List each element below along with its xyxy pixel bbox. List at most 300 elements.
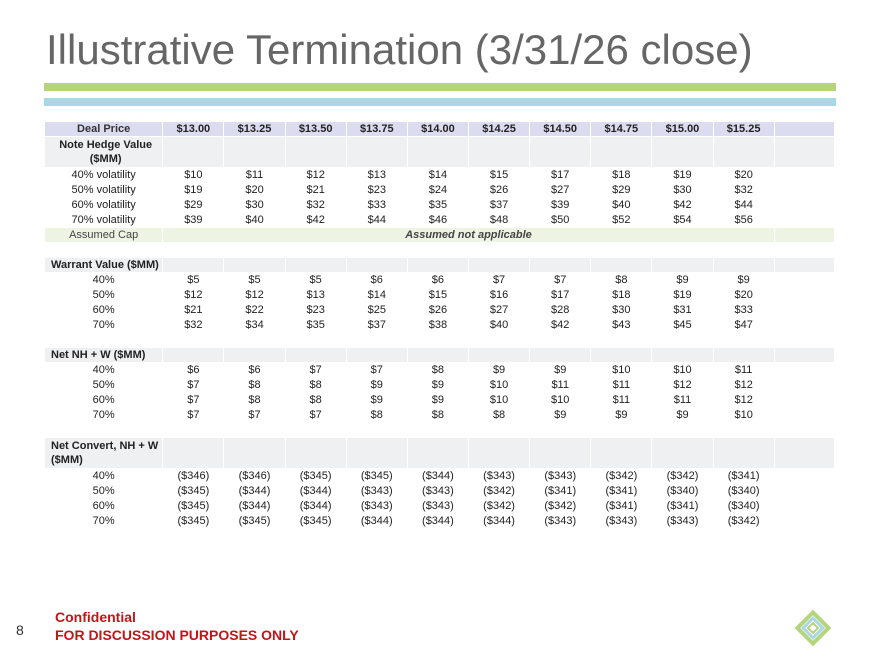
empty-cell <box>347 438 407 468</box>
value-cell: $11 <box>673 394 692 406</box>
empty-cell <box>163 137 223 167</box>
value-cell: $34 <box>245 319 264 331</box>
value-cell: $20 <box>734 169 753 181</box>
value-cell: $29 <box>184 199 203 211</box>
empty-cell <box>408 438 468 468</box>
value-cell: $47 <box>734 319 753 331</box>
value-cell: $56 <box>734 214 753 226</box>
assumed-cap-label: Assumed Cap <box>45 228 162 242</box>
value-cell: ($343) <box>605 515 638 527</box>
row-label: 70% <box>92 409 115 421</box>
data-row-net_nhw <box>45 378 834 392</box>
data-row-net_nhw <box>45 363 834 377</box>
value-cell: $30 <box>673 184 692 196</box>
row-label: 60% <box>92 394 115 406</box>
deal-price-cell: $14.75 <box>591 122 651 136</box>
empty-cell <box>530 258 590 272</box>
value-cell: $48 <box>489 214 509 226</box>
value-cell: $13 <box>367 169 386 181</box>
assumed-cap-row <box>45 228 834 242</box>
empty-cell <box>775 198 834 212</box>
value-cell: $7 <box>554 274 567 286</box>
deal-price-cell: $13.25 <box>224 122 284 136</box>
value-cell: $9 <box>737 274 750 286</box>
value-cell: ($341) <box>605 485 638 497</box>
value-cell: ($344) <box>422 515 454 527</box>
value-cell: $11 <box>612 394 631 406</box>
value-cell: $12 <box>734 394 753 406</box>
empty-cell <box>408 333 468 347</box>
value-cell: $9 <box>431 379 445 391</box>
deal-price-cell: $15.00 <box>652 122 712 136</box>
value-cell: $6 <box>187 364 200 376</box>
value-cell: $54 <box>673 214 692 226</box>
section-row-net_nhw <box>45 348 834 362</box>
data-row-warrant <box>45 318 834 332</box>
empty-cell <box>347 243 407 257</box>
empty-cell <box>775 213 834 227</box>
row-label: 40% volatility <box>71 169 136 181</box>
value-cell: ($345) <box>238 515 271 527</box>
empty-cell <box>347 423 407 437</box>
empty-cell <box>775 303 834 317</box>
value-cell: ($342) <box>605 470 638 482</box>
section-row-net_convert <box>45 438 834 468</box>
value-cell: ($341) <box>605 500 638 512</box>
value-cell: $10 <box>612 364 631 376</box>
empty-cell <box>652 258 712 272</box>
value-cell: $8 <box>492 409 506 421</box>
empty-cell <box>408 348 468 362</box>
value-cell: $9 <box>370 394 383 406</box>
empty-cell <box>652 348 712 362</box>
empty-cell <box>347 137 407 167</box>
value-cell: ($343) <box>422 485 454 497</box>
value-cell: ($345) <box>177 485 210 497</box>
value-cell: ($345) <box>177 515 210 527</box>
empty-cell <box>286 137 346 167</box>
row-label: 70% <box>92 319 115 331</box>
value-cell: $15 <box>428 289 448 301</box>
empty-cell <box>163 348 223 362</box>
value-cell: $10 <box>551 394 570 406</box>
value-cell: ($344) <box>422 470 454 482</box>
data-row-warrant <box>45 288 834 302</box>
value-cell: $39 <box>551 199 570 211</box>
value-cell: $7 <box>187 394 200 406</box>
value-cell: $30 <box>245 199 264 211</box>
value-cell: $31 <box>673 304 692 316</box>
value-cell: $12 <box>306 169 325 181</box>
row-label: 50% volatility <box>71 184 136 196</box>
empty-cell <box>775 423 834 437</box>
empty-cell <box>775 228 834 242</box>
empty-cell <box>408 423 468 437</box>
value-cell: $14 <box>428 169 448 181</box>
value-cell: $7 <box>187 379 200 391</box>
discussion-label: FOR DISCUSSION PURPOSES ONLY <box>55 627 299 643</box>
value-cell: $8 <box>309 394 322 406</box>
assumed-cap-value: Assumed not applicable <box>163 228 773 242</box>
value-cell: $8 <box>309 379 322 391</box>
value-cell: ($343) <box>360 500 393 512</box>
value-cell: $8 <box>431 364 445 376</box>
row-label: 50% <box>92 379 115 391</box>
empty-cell <box>775 378 834 392</box>
value-cell: $9 <box>676 274 689 286</box>
value-cell: $35 <box>428 199 448 211</box>
value-cell: $11 <box>734 364 753 376</box>
empty-cell <box>224 243 284 257</box>
value-cell: $22 <box>245 304 264 316</box>
value-cell: $9 <box>554 364 567 376</box>
value-cell: ($342) <box>727 515 760 527</box>
page-number: 8 <box>16 622 24 638</box>
data-row-warrant <box>45 273 834 287</box>
row-label: 70% volatility <box>71 214 136 226</box>
value-cell: $5 <box>309 274 322 286</box>
empty-cell <box>775 363 834 377</box>
page-title: Illustrative Termination (3/31/26 close) <box>46 26 753 73</box>
termination-table <box>44 121 835 529</box>
value-cell: $42 <box>551 319 570 331</box>
empty-cell <box>224 333 284 347</box>
empty-cell <box>775 469 834 483</box>
value-cell: ($344) <box>299 485 332 497</box>
value-cell: $45 <box>673 319 692 331</box>
value-cell: $44 <box>734 199 753 211</box>
value-cell: $40 <box>612 199 631 211</box>
empty-cell <box>775 243 834 257</box>
value-cell: $30 <box>612 304 631 316</box>
value-cell: $16 <box>489 289 509 301</box>
empty-cell <box>775 137 834 167</box>
value-cell: $10 <box>489 394 509 406</box>
empty-cell <box>224 423 284 437</box>
empty-cell <box>469 348 529 362</box>
empty-cell <box>652 333 712 347</box>
empty-cell <box>469 258 529 272</box>
value-cell: ($342) <box>483 500 515 512</box>
empty-cell <box>286 438 346 468</box>
value-cell: ($340) <box>666 485 699 497</box>
value-cell: ($344) <box>238 485 271 497</box>
value-cell: $14 <box>367 289 386 301</box>
row-label: 40% <box>92 274 115 286</box>
section-label: Net NH + W ($MM) <box>45 348 162 362</box>
empty-cell <box>591 258 651 272</box>
empty-cell <box>775 318 834 332</box>
value-cell: $28 <box>551 304 570 316</box>
confidential-label: Confidential <box>55 609 136 625</box>
value-cell: $46 <box>428 214 448 226</box>
value-cell: $50 <box>551 214 570 226</box>
row-label: 60% <box>92 304 115 316</box>
value-cell: $5 <box>248 274 261 286</box>
row-label: 70% <box>92 515 115 527</box>
data-row-net_convert <box>45 499 834 513</box>
value-cell: $7 <box>370 364 383 376</box>
empty-cell <box>714 348 774 362</box>
value-cell: $25 <box>367 304 386 316</box>
empty-cell <box>714 137 774 167</box>
empty-cell <box>45 333 162 347</box>
empty-cell <box>163 258 223 272</box>
value-cell: $5 <box>187 274 200 286</box>
empty-cell <box>591 243 651 257</box>
empty-cell <box>530 137 590 167</box>
empty-cell <box>224 348 284 362</box>
deal-price-cell: $14.00 <box>408 122 468 136</box>
value-cell: $9 <box>554 409 567 421</box>
empty-cell <box>530 423 590 437</box>
row-label: 60% volatility <box>71 199 136 211</box>
row-label: 50% <box>92 289 115 301</box>
empty-cell <box>224 137 284 167</box>
empty-cell <box>714 243 774 257</box>
deal-price-cell: $13.75 <box>347 122 407 136</box>
value-cell: ($342) <box>483 485 515 497</box>
title-divider-blue <box>44 98 836 106</box>
value-cell: $12 <box>734 379 753 391</box>
value-cell: $11 <box>612 379 631 391</box>
empty-cell <box>286 258 346 272</box>
empty-cell <box>469 423 529 437</box>
empty-cell <box>714 423 774 437</box>
value-cell: ($344) <box>360 515 393 527</box>
empty-cell <box>714 333 774 347</box>
value-cell: $11 <box>245 169 264 181</box>
value-cell: $37 <box>489 199 509 211</box>
data-row-note_hedge <box>45 183 834 197</box>
empty-cell <box>591 137 651 167</box>
value-cell: $7 <box>309 364 322 376</box>
empty-cell <box>530 348 590 362</box>
value-cell: $33 <box>734 304 753 316</box>
empty-cell <box>530 243 590 257</box>
value-cell: ($344) <box>483 515 515 527</box>
row-label: 40% <box>92 364 115 376</box>
value-cell: $7 <box>309 409 322 421</box>
diamond-logo-icon <box>793 608 833 648</box>
value-cell: $12 <box>245 289 264 301</box>
empty-cell <box>652 438 712 468</box>
data-row-net_convert <box>45 469 834 483</box>
value-cell: $7 <box>492 274 506 286</box>
value-cell: ($343) <box>666 515 699 527</box>
value-cell: $19 <box>673 289 692 301</box>
value-cell: $15 <box>489 169 509 181</box>
empty-cell <box>775 499 834 513</box>
empty-cell <box>714 258 774 272</box>
value-cell: $33 <box>367 199 386 211</box>
value-cell: $38 <box>428 319 448 331</box>
value-cell: $10 <box>489 379 509 391</box>
section-row-note_hedge <box>45 137 834 167</box>
data-row-note_hedge <box>45 213 834 227</box>
empty-cell <box>775 273 834 287</box>
data-row-warrant <box>45 303 834 317</box>
deal-price-cell: $13.50 <box>286 122 346 136</box>
value-cell: $8 <box>248 394 261 406</box>
value-cell: $23 <box>306 304 325 316</box>
section-label: Net Convert, NH + W ($MM) <box>45 438 162 468</box>
empty-cell <box>775 333 834 347</box>
value-cell: $20 <box>734 289 753 301</box>
value-cell: $26 <box>428 304 448 316</box>
empty-cell <box>163 243 223 257</box>
value-cell: ($342) <box>544 500 577 512</box>
value-cell: $6 <box>431 274 445 286</box>
value-cell: $32 <box>184 319 203 331</box>
value-cell: $24 <box>428 184 448 196</box>
value-cell: $32 <box>734 184 753 196</box>
empty-cell <box>775 288 834 302</box>
value-cell: ($344) <box>238 500 271 512</box>
empty-cell <box>469 137 529 167</box>
value-cell: $18 <box>612 289 631 301</box>
value-cell: $17 <box>551 289 570 301</box>
section-label: Note Hedge Value ($MM) <box>45 137 162 167</box>
empty-cell <box>347 348 407 362</box>
empty-cell <box>286 423 346 437</box>
empty-cell <box>163 438 223 468</box>
value-cell: $12 <box>673 379 692 391</box>
value-cell: $23 <box>367 184 386 196</box>
value-cell: $19 <box>673 169 692 181</box>
spacer-row <box>45 333 834 347</box>
deal-price-cell: $14.50 <box>530 122 590 136</box>
value-cell: $9 <box>676 409 689 421</box>
value-cell: $19 <box>184 184 203 196</box>
value-cell: $9 <box>615 409 628 421</box>
empty-cell <box>591 438 651 468</box>
value-cell: $26 <box>489 184 509 196</box>
value-cell: $42 <box>306 214 325 226</box>
value-cell: ($341) <box>666 500 699 512</box>
empty-cell <box>224 438 284 468</box>
empty-cell <box>775 258 834 272</box>
empty-cell <box>45 243 162 257</box>
value-cell: $39 <box>184 214 203 226</box>
deal-price-label: Deal Price <box>45 122 162 136</box>
value-cell: ($342) <box>666 470 699 482</box>
empty-cell <box>469 438 529 468</box>
value-cell: ($340) <box>727 500 760 512</box>
value-cell: $21 <box>306 184 325 196</box>
data-row-net_nhw <box>45 393 834 407</box>
data-row-note_hedge <box>45 198 834 212</box>
section-row-warrant <box>45 258 834 272</box>
value-cell: $44 <box>367 214 386 226</box>
empty-cell <box>347 333 407 347</box>
empty-cell <box>775 408 834 422</box>
deal-price-cell: $13.00 <box>163 122 223 136</box>
value-cell: ($341) <box>544 485 577 497</box>
empty-cell <box>775 183 834 197</box>
value-cell: ($345) <box>299 470 332 482</box>
value-cell: ($346) <box>238 470 271 482</box>
value-cell: $9 <box>492 364 506 376</box>
value-cell: $20 <box>245 184 264 196</box>
value-cell: ($345) <box>177 500 210 512</box>
value-cell: $9 <box>370 379 383 391</box>
empty-cell <box>163 423 223 437</box>
data-row-net_convert <box>45 484 834 498</box>
value-cell: $32 <box>306 199 325 211</box>
row-label: 50% <box>92 485 115 497</box>
title-divider-green <box>44 83 836 91</box>
empty-cell <box>775 348 834 362</box>
empty-cell <box>652 137 712 167</box>
empty-cell <box>775 514 834 528</box>
value-cell: ($343) <box>422 500 454 512</box>
value-cell: $21 <box>184 304 203 316</box>
empty-cell <box>408 243 468 257</box>
value-cell: $35 <box>306 319 325 331</box>
section-label: Warrant Value ($MM) <box>45 258 162 272</box>
empty-cell <box>591 423 651 437</box>
value-cell: ($343) <box>483 470 515 482</box>
value-cell: $17 <box>551 169 570 181</box>
value-cell: $10 <box>673 364 692 376</box>
empty-cell <box>530 438 590 468</box>
empty-cell <box>591 348 651 362</box>
row-label: 40% <box>92 470 115 482</box>
value-cell: $6 <box>248 364 261 376</box>
value-cell: $10 <box>734 409 753 421</box>
value-cell: $6 <box>370 274 383 286</box>
deal-price-cell: $15.25 <box>714 122 774 136</box>
data-row-note_hedge <box>45 168 834 182</box>
value-cell: $29 <box>612 184 631 196</box>
spacer-row <box>45 423 834 437</box>
empty-cell <box>286 348 346 362</box>
value-cell: $9 <box>431 394 445 406</box>
value-cell: $52 <box>612 214 631 226</box>
deal-price-cell: $14.25 <box>469 122 529 136</box>
value-cell: $8 <box>615 274 628 286</box>
empty-cell <box>408 137 468 167</box>
empty-cell <box>775 393 834 407</box>
empty-cell <box>714 438 774 468</box>
empty-cell <box>652 243 712 257</box>
value-cell: $7 <box>248 409 261 421</box>
empty-cell <box>286 333 346 347</box>
value-cell: ($343) <box>360 485 393 497</box>
value-cell: $37 <box>367 319 386 331</box>
value-cell: ($343) <box>544 470 577 482</box>
value-cell: $27 <box>489 304 509 316</box>
value-cell: $13 <box>306 289 325 301</box>
empty-cell <box>775 122 834 136</box>
value-cell: ($345) <box>299 515 332 527</box>
empty-cell <box>530 333 590 347</box>
value-cell: $8 <box>370 409 383 421</box>
empty-cell <box>469 333 529 347</box>
empty-cell <box>652 423 712 437</box>
value-cell: $8 <box>431 409 445 421</box>
spacer-row <box>45 243 834 257</box>
value-cell: $42 <box>673 199 692 211</box>
empty-cell <box>163 333 223 347</box>
value-cell: ($345) <box>360 470 393 482</box>
value-cell: $11 <box>551 379 569 391</box>
value-cell: $10 <box>184 169 203 181</box>
value-cell: ($344) <box>299 500 332 512</box>
empty-cell <box>775 168 834 182</box>
value-cell: $43 <box>612 319 631 331</box>
